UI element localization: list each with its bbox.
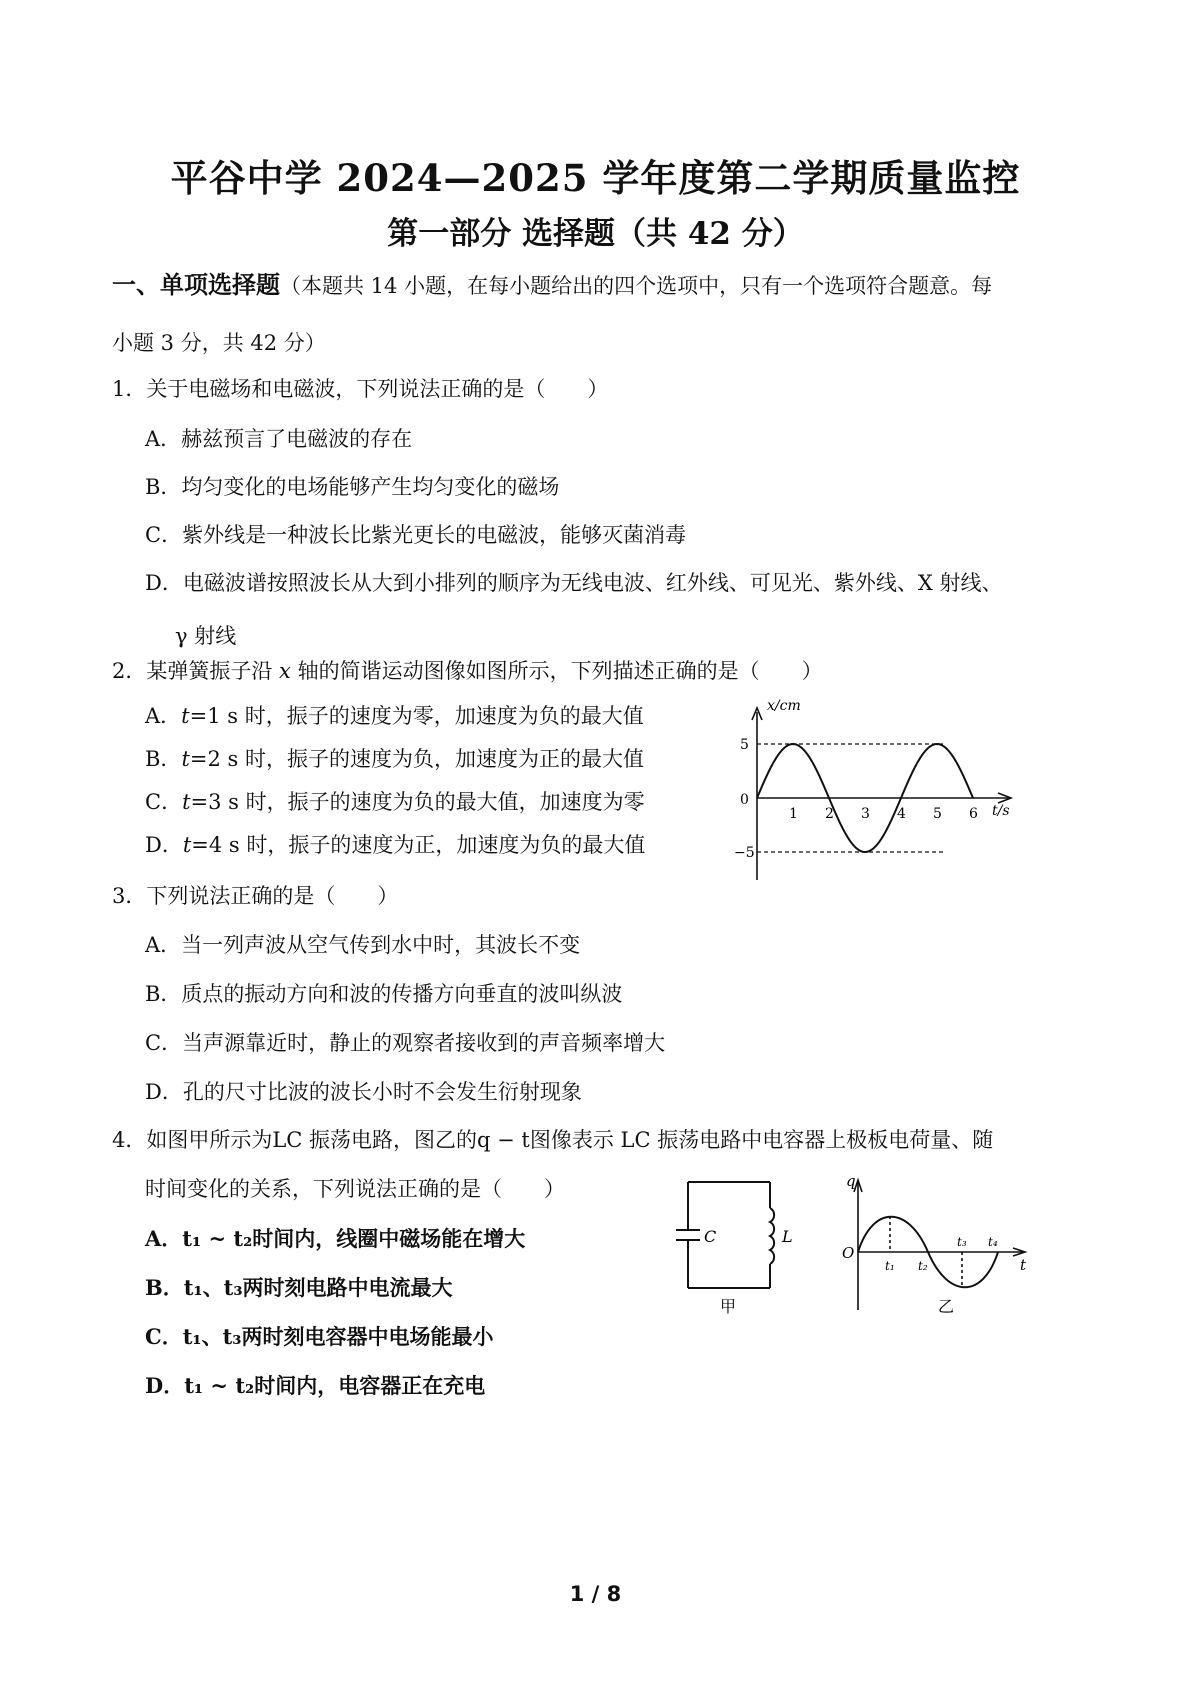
question-2-option-d: D．t=4 s 时，振子的速度为正，加速度为负的最大值 bbox=[145, 833, 646, 857]
x-tick-label: 3 bbox=[861, 806, 870, 822]
x-tick-label: 2 bbox=[825, 806, 834, 822]
part-title: 第一部分 选择题（共 42 分） bbox=[387, 216, 804, 252]
question-4-stem-line1: 4．如图甲所示为LC 振荡电路，图乙的q − t图像表示 LC 振荡电路中电容器上极板电荷量、随 bbox=[112, 1128, 994, 1152]
question-2-option-c: C．t=3 s 时，振子的速度为负的最大值，加速度为零 bbox=[145, 790, 645, 814]
capacitor-label: C bbox=[704, 1227, 717, 1246]
question-4-option-a: A．t₁ ~ t₂时间内，线圈中磁场能在增大 bbox=[145, 1226, 526, 1251]
question-2-option-a: A．t=1 s 时，振子的速度为零，加速度为负的最大值 bbox=[145, 704, 644, 728]
y-tick-label: 5 bbox=[740, 737, 749, 753]
qt-tick-t2: t₂ bbox=[918, 1259, 928, 1273]
question-4-option-d: D．t₁ ~ t₂时间内，电容器正在充电 bbox=[145, 1373, 486, 1398]
inductor-coil bbox=[770, 1208, 774, 1264]
circuit-caption: 甲 bbox=[720, 1297, 737, 1316]
question-1-option-b: B．均匀变化的电场能够产生均匀变化的磁场 bbox=[145, 475, 560, 499]
qt-x-label: t bbox=[1020, 1256, 1027, 1274]
lc-circuit-diagram bbox=[670, 1170, 810, 1320]
qt-tick-t1: t₁ bbox=[885, 1259, 895, 1273]
qt-y-label: q bbox=[846, 1172, 856, 1190]
shm-graph bbox=[730, 690, 1030, 890]
question-4-option-c: C．t₁、t₃两时刻电容器中电场能最小 bbox=[145, 1324, 494, 1349]
y-tick-label: −5 bbox=[734, 845, 755, 861]
qt-tick-t3: t₃ bbox=[957, 1235, 967, 1249]
question-3-option-a: A．当一列声波从空气传到水中时，其波长不变 bbox=[145, 933, 581, 957]
question-1-stem: 1．关于电磁场和电磁波，下列说法正确的是（ ） bbox=[112, 377, 609, 401]
origin-label: 0 bbox=[740, 792, 749, 808]
qt-caption: 乙 bbox=[938, 1297, 955, 1316]
x-tick-label: 6 bbox=[969, 806, 978, 822]
question-3-option-b: B．质点的振动方向和波的传播方向垂直的波叫纵波 bbox=[145, 982, 623, 1006]
qt-origin-label: O bbox=[842, 1244, 855, 1262]
page-number: 1 / 8 bbox=[569, 1582, 622, 1606]
section-instruction-line1 bbox=[112, 265, 992, 300]
y-axis-label: x/cm bbox=[767, 698, 801, 714]
question-1-option-d: D．电磁波谱按照波长从大到小排列的顺序为无线电波、红外线、可见光、紫外线、X 射线、 bbox=[145, 571, 1003, 595]
x-tick-label: 5 bbox=[933, 806, 942, 822]
inductor-label: L bbox=[782, 1227, 793, 1246]
question-1-option-c: C．紫外线是一种波长比紫光更长的电磁波，能够灭菌消毒 bbox=[145, 523, 687, 547]
question-3-option-d: D．孔的尺寸比波的波长小时不会发生衍射现象 bbox=[145, 1080, 582, 1104]
x-axis-label: t/s bbox=[992, 803, 1010, 819]
question-2-option-b: B．t=2 s 时，振子的速度为负，加速度为正的最大值 bbox=[145, 747, 644, 771]
x-tick-label: 4 bbox=[897, 806, 906, 822]
x-tick-label: 1 bbox=[789, 806, 798, 822]
question-2-stem: 2．某弹簧振子沿 x 轴的简谐运动图像如图所示，下列描述正确的是（ ） bbox=[112, 659, 823, 683]
question-3-option-c: C．当声源靠近时，静止的观察者接收到的声音频率增大 bbox=[145, 1031, 666, 1055]
page-title: 平谷中学 2024—2025 学年度第二学期质量监控 bbox=[170, 156, 1021, 200]
qt-graph bbox=[838, 1170, 1038, 1320]
section-heading: 一、单项选择题 bbox=[112, 270, 280, 299]
question-3-stem: 3．下列说法正确的是（ ） bbox=[112, 884, 399, 908]
question-4-stem-line2: 时间变化的关系，下列说法正确的是（ ） bbox=[145, 1177, 565, 1201]
qt-tick-t4: t₄ bbox=[988, 1235, 998, 1249]
section-instruction-line2: 小题 3 分，共 42 分） bbox=[112, 331, 326, 355]
question-1-option-d-continued: γ 射线 bbox=[175, 624, 237, 648]
question-1-option-a: A．赫兹预言了电磁波的存在 bbox=[145, 427, 413, 451]
section-instruction-text: （本题共 14 小题，在每小题给出的四个选项中，只有一个选项符合题意。每 bbox=[280, 274, 993, 298]
question-4-option-b: B．t₁、t₃两时刻电路中电流最大 bbox=[145, 1275, 453, 1300]
